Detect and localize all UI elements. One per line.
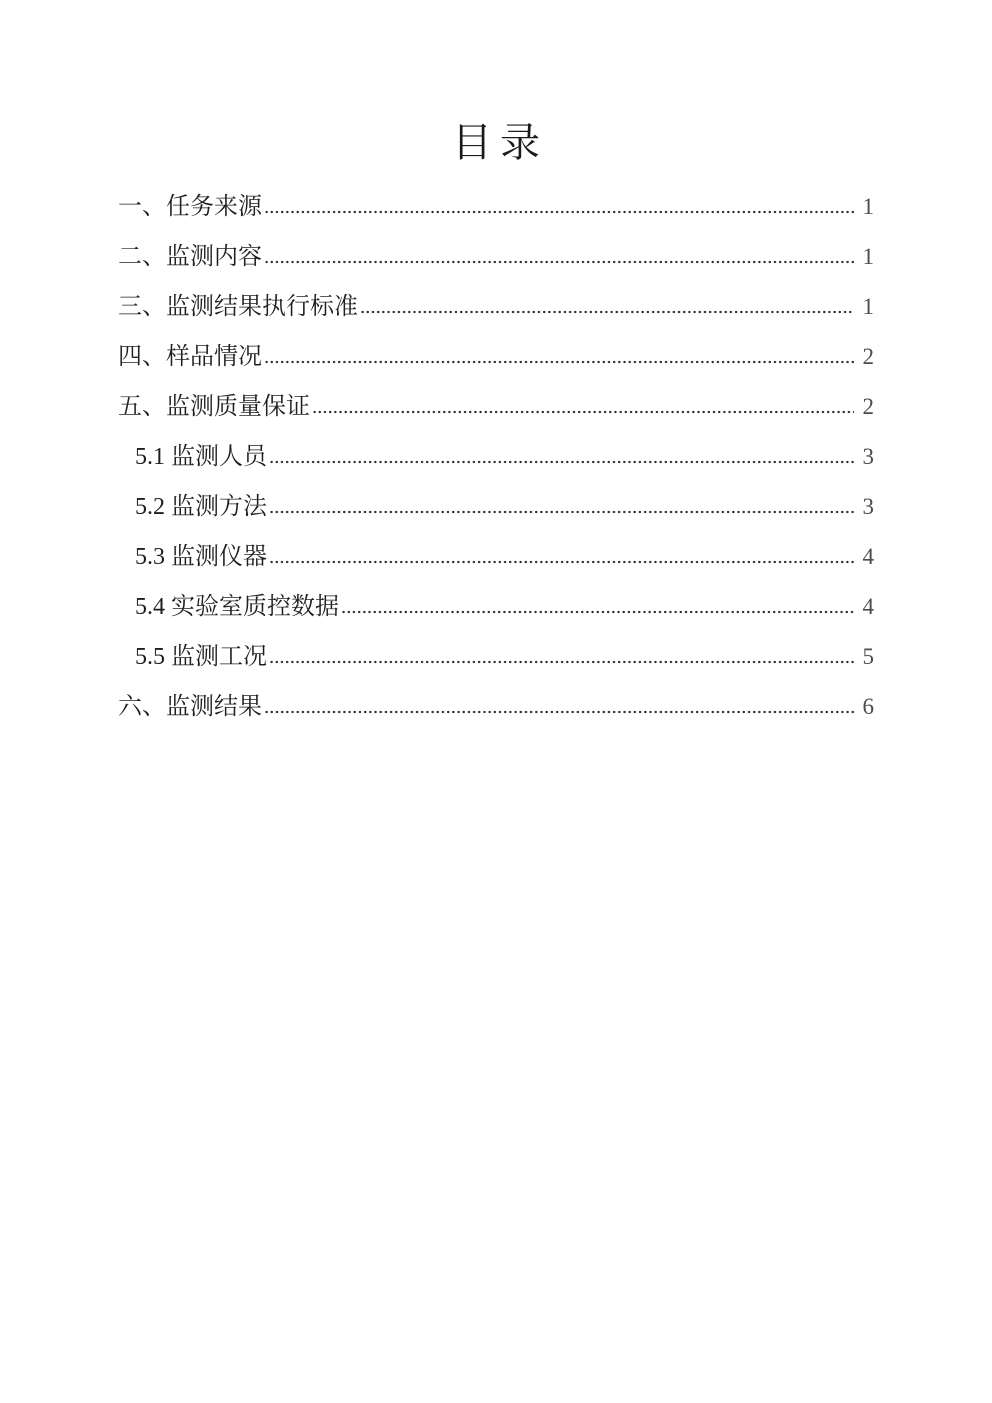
- toc-entry-page-number: 1: [862, 244, 874, 269]
- toc-leader-dots: [264, 260, 854, 264]
- toc-entry[interactable]: [118, 282, 874, 332]
- toc-entry-label[interactable]: 一、任务来源: [118, 194, 262, 220]
- toc-entry[interactable]: [118, 182, 874, 232]
- toc-entry[interactable]: [118, 482, 874, 532]
- toc-entry-page-number: 2: [862, 344, 874, 369]
- toc-entry-label[interactable]: 六、监测结果: [118, 694, 262, 720]
- page-title: 目录: [452, 120, 548, 165]
- toc-leader-dots: [269, 660, 854, 664]
- toc-entry-page-number: 3: [862, 494, 874, 519]
- toc-entry-page-number: 6: [862, 694, 874, 719]
- toc-leader-dots: [269, 460, 854, 464]
- toc-entry-page-number: 4: [862, 544, 874, 569]
- toc-entry[interactable]: [118, 682, 874, 732]
- toc-entry-page-number: 1: [862, 194, 874, 219]
- toc-entry[interactable]: [118, 632, 874, 682]
- toc-list: [118, 182, 874, 732]
- toc-entry-label[interactable]: 五、监测质量保证: [118, 394, 310, 420]
- toc-leader-dots: [264, 360, 854, 364]
- toc-entry-label[interactable]: 5.2 监测方法: [135, 494, 267, 520]
- toc-entry-label[interactable]: 四、样品情况: [118, 344, 262, 370]
- toc-entry-label[interactable]: 5.3 监测仪器: [135, 544, 267, 570]
- toc-entry-label[interactable]: 二、监测内容: [118, 244, 262, 270]
- toc-entry[interactable]: [118, 232, 874, 282]
- toc-entry-page-number: 2: [862, 394, 874, 419]
- toc-entry-label[interactable]: 三、监测结果执行标准: [118, 294, 358, 320]
- toc-entry-page-number: 1: [862, 294, 874, 319]
- toc-entry-label[interactable]: 5.5 监测工况: [135, 644, 267, 670]
- toc-entry[interactable]: [118, 532, 874, 582]
- toc-leader-dots: [269, 560, 854, 564]
- toc-leader-dots: [264, 210, 854, 214]
- toc-entry[interactable]: [118, 382, 874, 432]
- toc-leader-dots: [341, 610, 854, 614]
- toc-entry-label[interactable]: 5.4 实验室质控数据: [135, 594, 339, 620]
- toc-entry[interactable]: [118, 332, 874, 382]
- toc-entry-page-number: 5: [862, 644, 874, 669]
- toc-entry[interactable]: [118, 432, 874, 482]
- toc-leader-dots: [360, 310, 854, 314]
- toc-leader-dots: [269, 510, 854, 514]
- toc-entry-page-number: 4: [862, 594, 874, 619]
- toc-entry[interactable]: [118, 582, 874, 632]
- toc-entry-page-number: 3: [862, 444, 874, 469]
- toc-entry-label[interactable]: 5.1 监测人员: [135, 444, 267, 470]
- toc-leader-dots: [264, 710, 854, 714]
- toc-leader-dots: [312, 410, 854, 414]
